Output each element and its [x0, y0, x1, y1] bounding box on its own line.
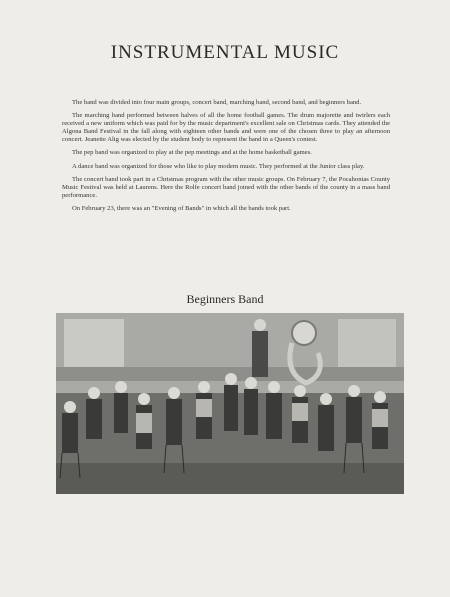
- paragraph-marching-band: The marching band performed between halves of all the home football games. The drum majorette and twirlers each received a new uniform which was paid for by the music department's excellent sale on Christmas cards. They attended the Algona Band Festival in the fall along with eighteen other bands and were one of the chosen three to play an afternoon concert. Jeanette Alig was elected by the student body to represent the band in a Queen's contest.: [62, 112, 390, 144]
- paragraph-dance-band: A dance band was organized for those who like to play modern music. They performed at the Junior class play.: [72, 162, 365, 170]
- paragraph-pep-band: The pep band was organized to play at the pep meetings and at the home basketball games.: [72, 149, 312, 157]
- photo-caption: Beginners Band: [186, 292, 264, 306]
- band-photo-illustration: [56, 313, 404, 494]
- paragraph-evening-of-bands: On February 23, there was an "Evening of Bands" in which all the bands took part.: [72, 204, 291, 212]
- page-title: INSTRUMENTAL MUSIC: [110, 42, 340, 63]
- paragraph-concert-band: The concert band took part in a Christmas program with the other music groups. On February 7, the Pocahontas County Music Festival was held at Laurens. Here the Rolfe concert band joined with the other bands of the county in a mass band performance.: [62, 175, 390, 199]
- paragraph-groups: The band was divided into four main groups, concert band, marching band, second band, and beginners band.: [72, 99, 362, 106]
- band-photo: [56, 313, 404, 494]
- article-body: [62, 99, 390, 218]
